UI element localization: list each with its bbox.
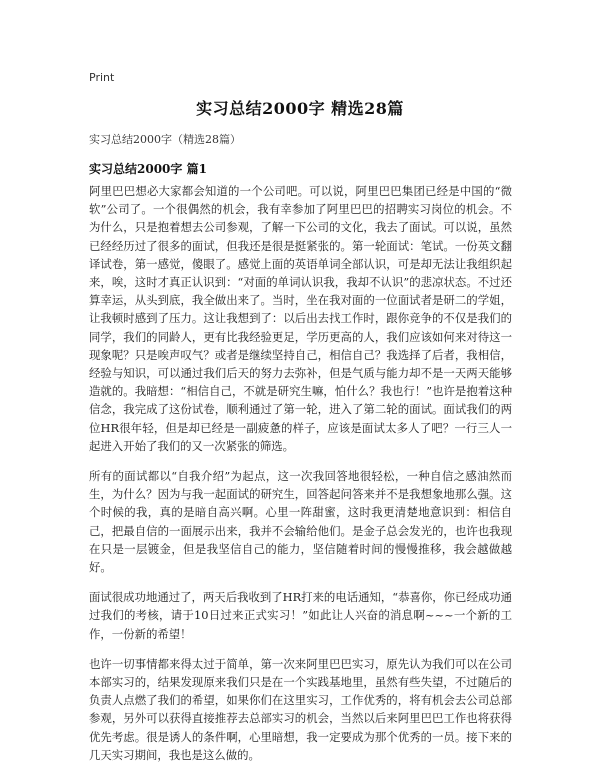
document-title: 实习总结2000字 精选28篇 (196, 99, 404, 118)
document-subtitle: 实习总结2000字（精选28篇） (89, 133, 241, 146)
paragraph-1: 阿里巴巴想必大家都会知道的一个公司吧。可以说，阿里巴巴集团已经是中国的“微软”公司了。一个很偶然的机会，我有幸参加了阿里巴巴的招聘实习岗位的机会。不为什么，只是抱着想去公司参观，了解一下公司的文化，我去了面试。可以说，虽然已经经历过了很多的面试，但我还是很是挺紧张的。第一轮面试：笔试。一份英文翻译试卷，第一感觉，傻眼了。感觉上面的英语单词全部认识，可是却无法让我组织起来，唉，这时才真正认识到：“对面的单词认识我，我却不认识”的悲凉状态。不过还算幸运，从头到底，我全做出来了。当时，坐在我对面的一位面试者是研二的学姐，让我顿时感到了压力。这让我想到了：以后出去找工作时，跟你竞争的不仅是我们的同学，我们的同龄人，更有比我经验更足，学历更高的人，我们应该如何来对待这一现象呢？只是唉声叹气？或者是继续坚持自己，相信自己？我选择了后者，我相信，经验与知识，可以通过我们后天的努力去弥补，但是气质与能力却不是一天两天能够造就的。我暗想：“相信自己，不就是研究生嘛，怕什么？我也行！”也许是抱着这种信念，我完成了这份试卷，顺利通过了第一轮，进入了第二轮的面试。面试我们的两位HR很年轻，但是却已经是一副疲惫的样子，应该是面试太多人了吧？一行三人一起进入开始了我们的又一次紧张的筛选。 (89, 184, 512, 453)
paragraph-4: 也许一切事情都来得太过于简单，第一次来阿里巴巴实习，原先认为我们可以在公司本部实习的，结果发现原来我们只是在一个实践基地里，虽然有些失望，不过随后的负责人点燃了我们的希望，如果你们在这里实习，工作优秀的，将有机会去公司总部参观，另外可以获得直接推荐去总部实习的机会，当然以后来阿里巴巴工作也将获得优先考虑。很是诱人的条件啊，心里暗想，我一定要成为那个优秀的一员。接下来的几天实习期间，我也是这么做的。 (89, 656, 512, 762)
section-heading: 实习总结2000字 篇1 (89, 162, 207, 176)
paragraph-3: 面试很成功地通过了，两天后我收到了HR打来的电话通知，“恭喜你，你已经成功通过我们的考核，请于10日过来正式实习！”如此让人兴奋的消息啊~~~一个新的工作，一份新的希望！ (89, 590, 513, 641)
print-label: Print (89, 71, 115, 84)
document-body (89, 182, 512, 776)
paragraph-2: 所有的面试都以“自我介绍”为起点，这一次我回答地很轻松，一种自信之感油然而生，为什么？因为与我一起面试的研究生，回答起问答来并不是我想象地那么强。这个时候的我，真的是暗自高兴啊。心里一阵甜蜜，这时我更清楚地意识到：相信自己，把最自信的一面展示出来，我并不会输给他们。是金子总会发光的，也许也我现在只是一层镀金，但是我坚信自己的能力，坚信随着时间的慢慢推移，我会越做越好。 (89, 469, 512, 575)
